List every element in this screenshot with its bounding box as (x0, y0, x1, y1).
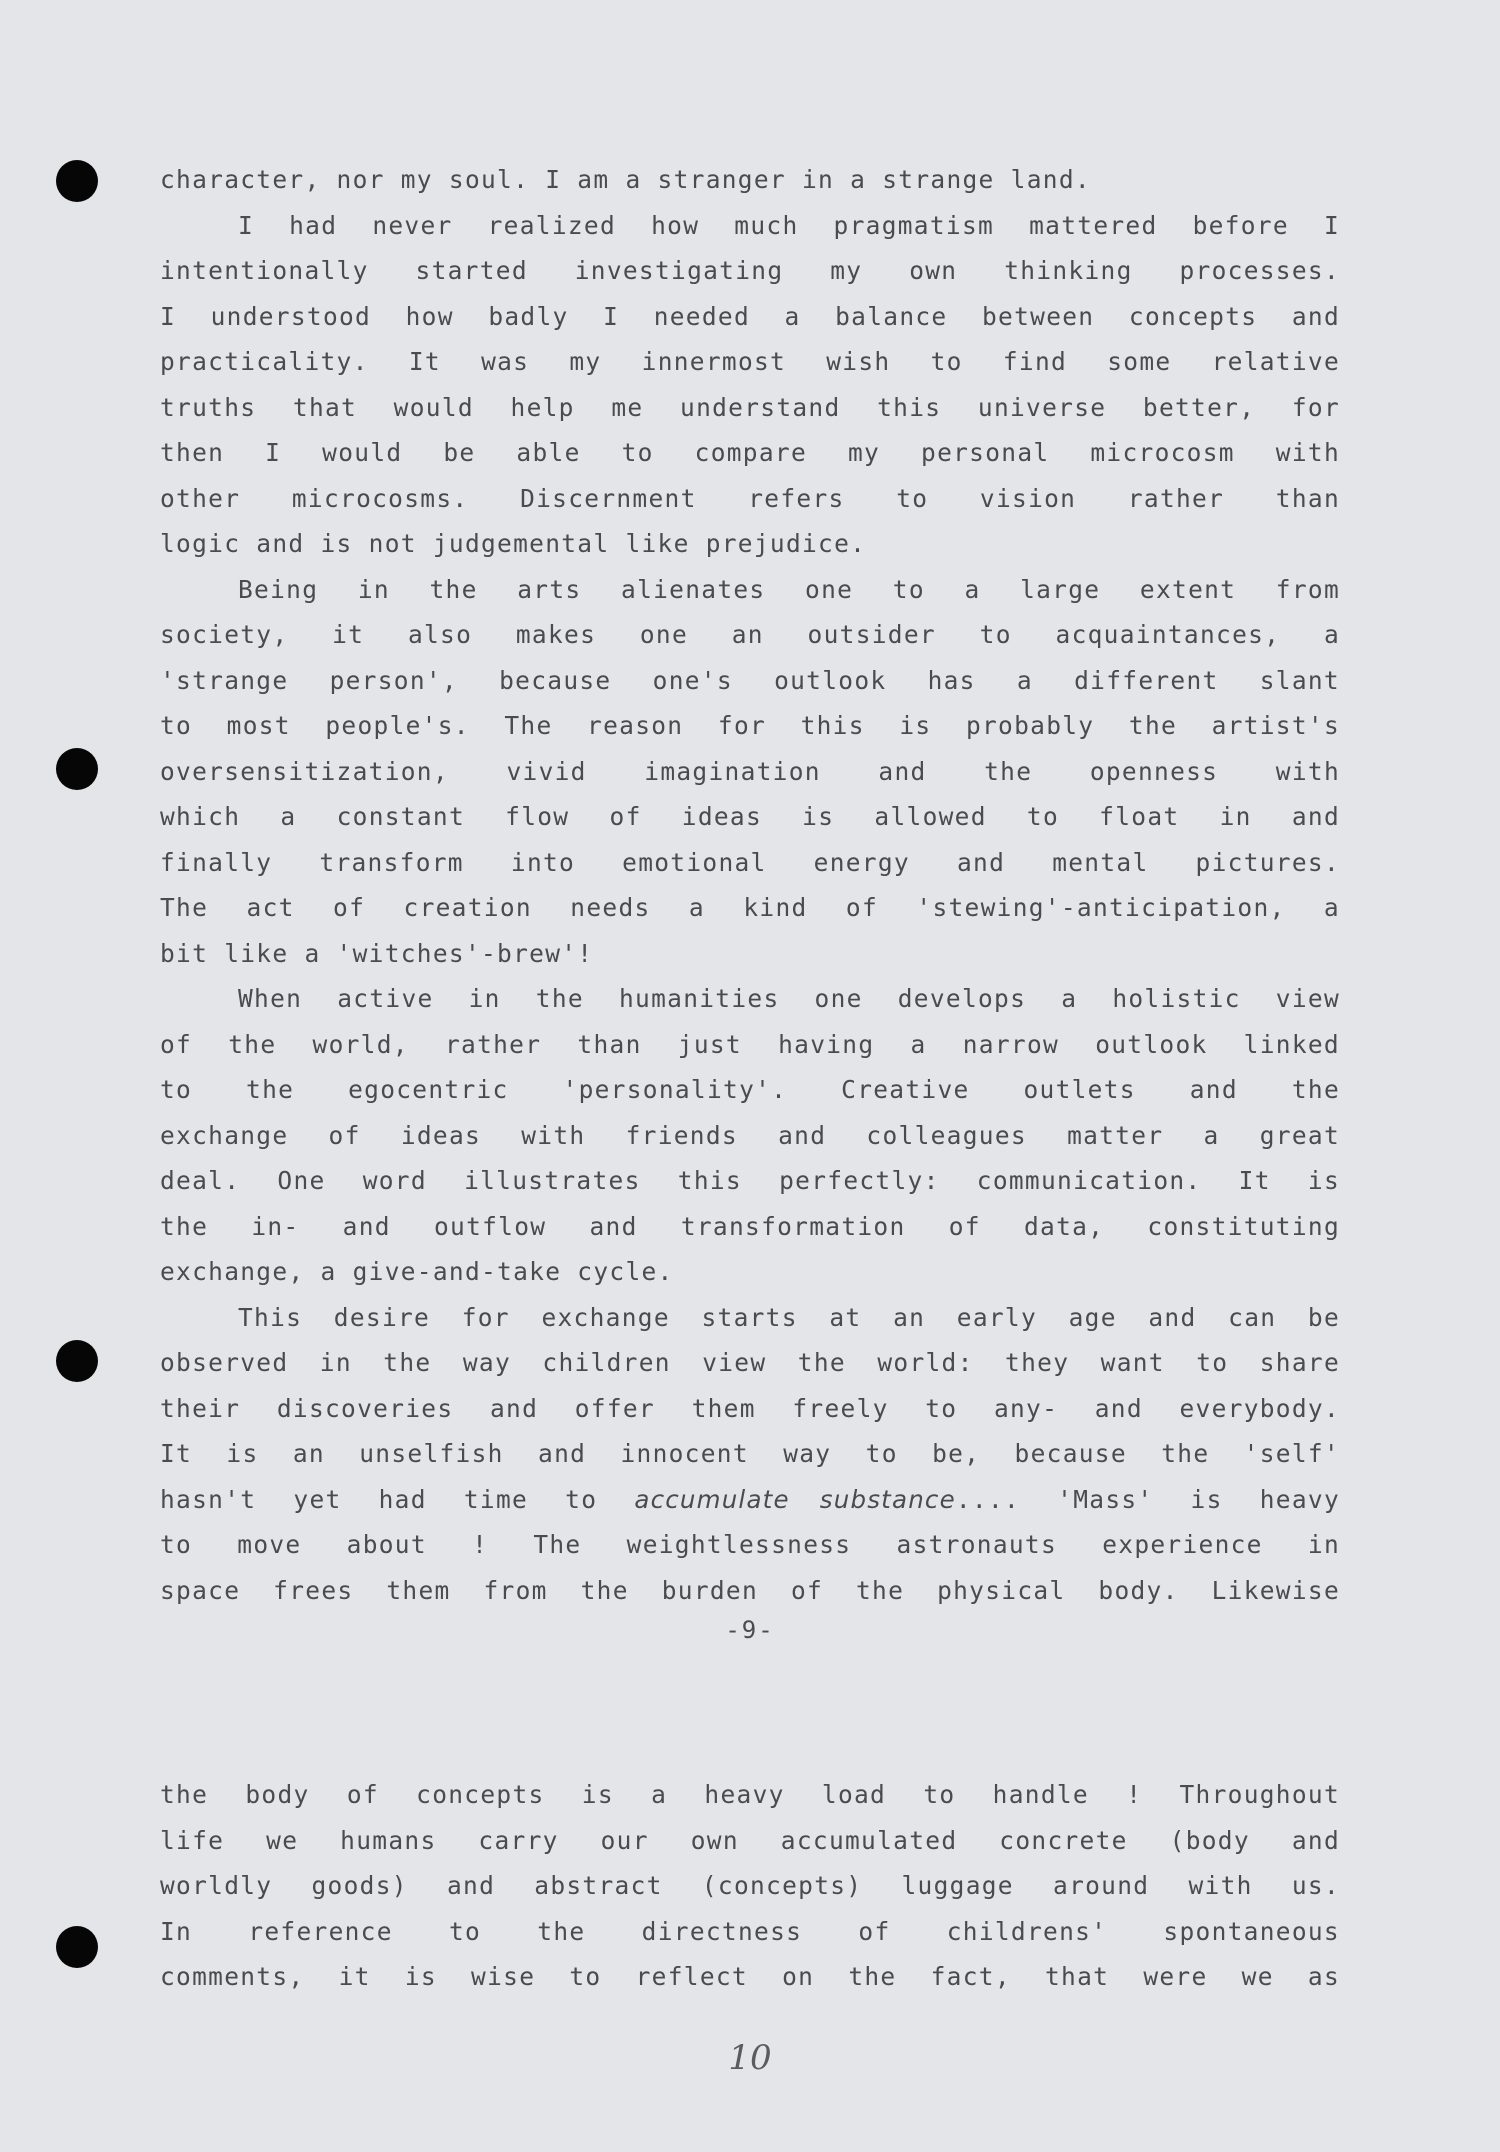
text-line: I had never realized how much pragmatism mattered before I (238, 210, 1340, 240)
text-line: society, it also makes one an outsider to acquaintances, a (160, 620, 1340, 649)
text-line: of the world, rather than just having a narrow outlook linked (160, 1029, 1340, 1059)
text-line: 'strange person', because one's outlook has a different slant (160, 665, 1340, 695)
punch-hole-1 (56, 160, 98, 202)
text-section-page-10 (160, 1772, 1340, 2000)
text-line: comments, it is wise to reflect on the fact, that were we as (160, 1962, 1340, 1991)
text-fragment: hasn't yet had time to (160, 1484, 635, 1514)
text-line: other microcosms. Discernment refers to vision rather than (160, 483, 1340, 513)
italic-emphasis: accumulate substance (634, 1484, 956, 1514)
text-line: observed in the way children view the world: they want to share (160, 1348, 1340, 1377)
text-line: When active in the humanities one develops a holistic view (238, 984, 1340, 1013)
text-line: to move about ! The weightlessness astronauts experience in (160, 1530, 1340, 1559)
text-line: intentionally started investigating my own thinking processes. (160, 256, 1340, 285)
text-line: In reference to the directness of childrens' spontaneous (160, 1916, 1340, 1946)
text-line: deal. One word illustrates this perfectly: communication. It is (160, 1166, 1340, 1195)
handwritten-page-number: 10 (728, 2038, 772, 2078)
text-line: to the egocentric 'personality'. Creative outlets and the (160, 1075, 1340, 1104)
text-line: oversensitization, vivid imagination and the openness with (160, 756, 1340, 786)
text-line: the in- and outflow and transformation of data, constituting (160, 1211, 1340, 1241)
text-line: logic and is not judgemental like prejudice. (160, 529, 867, 558)
text-line: finally transform into emotional energy and mental pictures. (160, 847, 1340, 877)
text-line: exchange, a give-and-take cycle. (160, 1257, 674, 1286)
text-line: The act of creation needs a kind of 'stewing'-anticipation, a (160, 893, 1340, 922)
text-line: truths that would help me understand this universe better, for (160, 392, 1340, 422)
punch-hole-2 (56, 748, 98, 790)
text-line: practicality. It was my innermost wish to find some relative (160, 347, 1340, 376)
text-line: the body of concepts is a heavy load to handle ! Throughout (160, 1780, 1340, 1809)
text-line: I understood how badly I needed a balance between concepts and (160, 301, 1340, 331)
text-line: It is an unselfish and innocent way to be, because the 'self' (160, 1439, 1340, 1468)
text-line: which a constant flow of ideas is allowed to float in and (160, 802, 1340, 831)
text-line: exchange of ideas with friends and colleagues matter a great (160, 1120, 1340, 1150)
text-line (160, 1477, 1340, 1523)
punch-hole-3 (56, 1340, 98, 1382)
text-line: character, nor my soul. I am a stranger in a strange land. (160, 165, 1091, 194)
text-line: bit like a 'witches'-brew'! (160, 938, 594, 968)
page-number: -9- (725, 1616, 775, 1644)
text-fragment: .... 'Mass' is heavy (955, 1484, 1340, 1514)
text-line: space frees them from the burden of the physical body. Likewise (160, 1575, 1340, 1605)
text-line: life we humans carry our own accumulated concrete (body and (160, 1825, 1340, 1855)
text-line: their discoveries and offer them freely to any- and everybody. (160, 1393, 1340, 1423)
text-line: This desire for exchange starts at an early age and can be (238, 1302, 1340, 1332)
text-line: then I would be able to compare my personal microcosm with (160, 438, 1340, 467)
text-line: Being in the arts alienates one to a large extent from (238, 574, 1340, 604)
punch-hole-4 (56, 1926, 98, 1968)
text-section-page-9 (160, 157, 1340, 1613)
text-line: to most people's. The reason for this is probably the artist's (160, 711, 1340, 740)
text-line: worldly goods) and abstract (concepts) luggage around with us. (160, 1871, 1340, 1900)
